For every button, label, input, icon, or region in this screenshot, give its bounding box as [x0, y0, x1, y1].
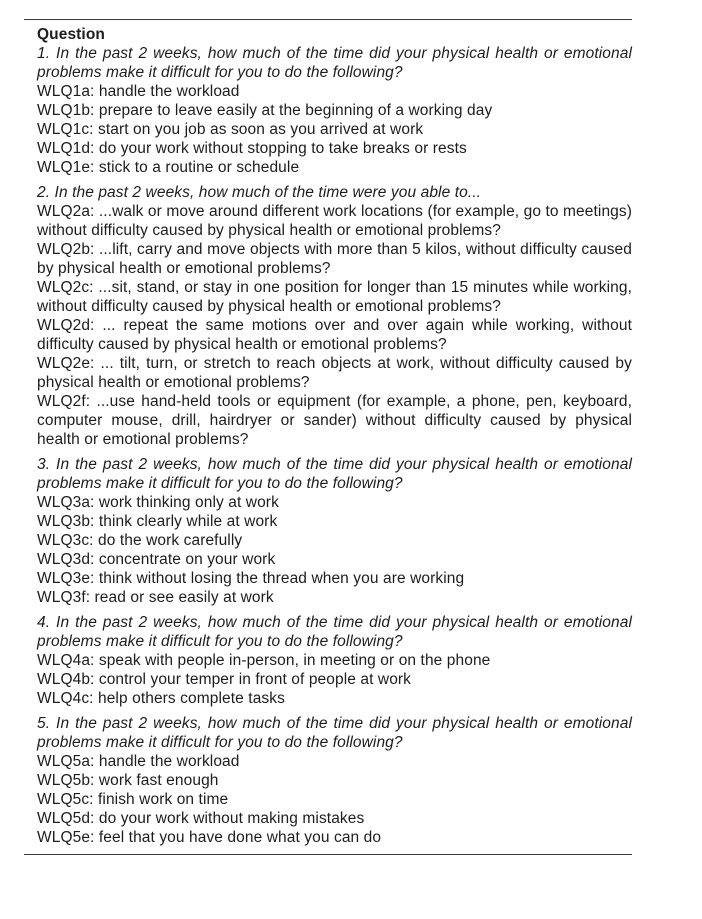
question-item-wlq3d: WLQ3d: concentrate on your work: [37, 551, 276, 568]
question-item-wlq1d: WLQ1d: do your work without stopping to take breaks or rests: [37, 140, 467, 157]
question-item-wlq2f: WLQ2f: ...use hand-held tools or equipment (for example, a phone, pen, keyboard, computer mouse, drill, hairdryer or sander) without difficulty caused by physical health or emotional problems?: [37, 393, 632, 448]
table-column-header: Question: [37, 26, 105, 43]
question-item-wlq4b: WLQ4b: control your temper in front of people at work: [37, 671, 412, 688]
questionnaire-table-fragment: [24, 19, 632, 855]
question-item-wlq1b: WLQ1b: prepare to leave easily at the beginning of a working day: [37, 102, 493, 119]
question-item-wlq4a: WLQ4a: speak with people in-person, in meeting or on the phone: [37, 652, 491, 669]
question-item-wlq2d: WLQ2d: ... repeat the same motions over and over again while working, without difficulty caused by physical health or emotional problems?: [37, 317, 632, 353]
question-section-5: [37, 714, 632, 847]
question-item-wlq5a: WLQ5a: handle the workload: [37, 753, 240, 770]
question-item-wlq1e: WLQ1e: stick to a routine or schedule: [37, 159, 300, 176]
question-item-wlq2e: WLQ2e: ... tilt, turn, or stretch to reach objects at work, without difficulty caused by physical health or emotional problems?: [37, 355, 632, 391]
question-item-wlq3a: WLQ3a: work thinking only at work: [37, 494, 279, 511]
question-item-wlq3b: WLQ3b: think clearly while at work: [37, 513, 278, 530]
question-item-wlq5c: WLQ5c: finish work on time: [37, 791, 229, 808]
question-item-wlq2c: WLQ2c: ...sit, stand, or stay in one position for longer than 15 minutes while working, without difficulty caused by physical health or emotional problems?: [37, 279, 632, 315]
question-section-2: [37, 183, 632, 449]
question-3-text: 3. In the past 2 weeks, how much of the time did your physical health or emotional problems make it difficult for you to do the following?: [37, 456, 632, 492]
question-item-wlq1c: WLQ1c: start on you job as soon as you arrived at work: [37, 121, 424, 138]
question-item-wlq5b: WLQ5b: work fast enough: [37, 772, 219, 789]
question-item-wlq3e: WLQ3e: think without losing the thread when you are working: [37, 570, 465, 587]
question-2-text: 2. In the past 2 weeks, how much of the time were you able to...: [37, 184, 482, 201]
question-item-wlq5e: WLQ5e: feel that you have done what you can do: [37, 829, 382, 846]
question-1-text: 1. In the past 2 weeks, how much of the time did your physical health or emotional problems make it difficult for you to do the following?: [37, 45, 632, 81]
question-item-wlq1a: WLQ1a: handle the workload: [37, 83, 240, 100]
question-item-wlq3c: WLQ3c: do the work carefully: [37, 532, 243, 549]
question-item-wlq4c: WLQ4c: help others complete tasks: [37, 690, 285, 707]
question-item-wlq5d: WLQ5d: do your work without making mistakes: [37, 810, 365, 827]
question-section-3: [37, 455, 632, 607]
question-item-wlq2a: WLQ2a: ...walk or move around different work locations (for example, go to meetings) without difficulty caused by physical health or emotional problems?: [37, 203, 632, 239]
question-item-wlq2b: WLQ2b: ...lift, carry and move objects with more than 5 kilos, without difficulty caused by physical health or emotional problems?: [37, 241, 632, 277]
question-section-1: [37, 44, 632, 177]
question-item-wlq3f: WLQ3f: read or see easily at work: [37, 589, 274, 606]
question-section-4: [37, 613, 632, 708]
question-5-text: 5. In the past 2 weeks, how much of the time did your physical health or emotional problems make it difficult for you to do the following?: [37, 715, 632, 751]
question-4-text: 4. In the past 2 weeks, how much of the time did your physical health or emotional problems make it difficult for you to do the following?: [37, 614, 632, 650]
